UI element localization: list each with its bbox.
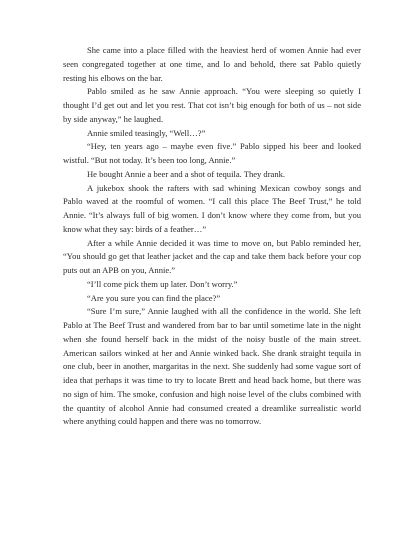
paragraph-6: A jukebox shook the rafters with sad whining Mexican cowboy songs and Pablo waved at the roomful of women. “I call this place The Beef Trust,” he told Annie. “It’s always full of big women. I don’t know where they come from, but you know what they say: birds of a feather…” (63, 182, 361, 234)
paragraph-3: Annie smiled teasingly, “Well…?” (87, 127, 206, 138)
paragraph-4: “Hey, ten years ago – maybe even five.” Pablo sipped his beer and looked wistful. “But not today. It’s been too long, Annie.” (63, 141, 361, 165)
paragraph-2: Pablo smiled as he saw Annie approach. “You were sleeping so quietly I thought I’d get out and let you rest. That cot isn’t big enough for both of us – not side by side anyway,” he laughed. (63, 86, 361, 124)
paragraph-10: “Sure I’m sure,” Annie laughed with all the confidence in the world. She left Pablo at The Beef Trust and wandered from bar to bar until sometime late in the night when she found herself back in the midst of the noisy bustle of the main street. American sailors winked at her and Annie winked back. She drank straight tequila in one club, beer in another, margaritas in the next. She suddenly had some vague sort of idea that perhaps it was time to try to locate Brett and head back home, but there was no sign of him. The smoke, confusion and high noise level of the clubs combined with the quantity of alcohol Annie had consumed created a dreamlike surrealistic world where anything could happen and there was no tomorrow. (63, 306, 361, 427)
paragraph-9: “Are you sure you can find the place?” (87, 292, 221, 303)
body-text (63, 44, 361, 429)
paragraph-5: He bought Annie a beer and a shot of tequila. They drank. (87, 168, 286, 179)
paragraph-7: After a while Annie decided it was time to move on, but Pablo reminded her, “You should go get that leather jacket and the cap and take them back before your cop puts out an APB on you, Annie.” (63, 237, 361, 275)
paragraph-1: She came into a place filled with the heaviest herd of women Annie had ever seen congregated together at one time, and lo and behold, there sat Pablo quietly resting his elbows on the bar. (63, 45, 361, 83)
paragraph-8: “I’ll come pick them up later. Don’t worry.” (87, 278, 238, 289)
